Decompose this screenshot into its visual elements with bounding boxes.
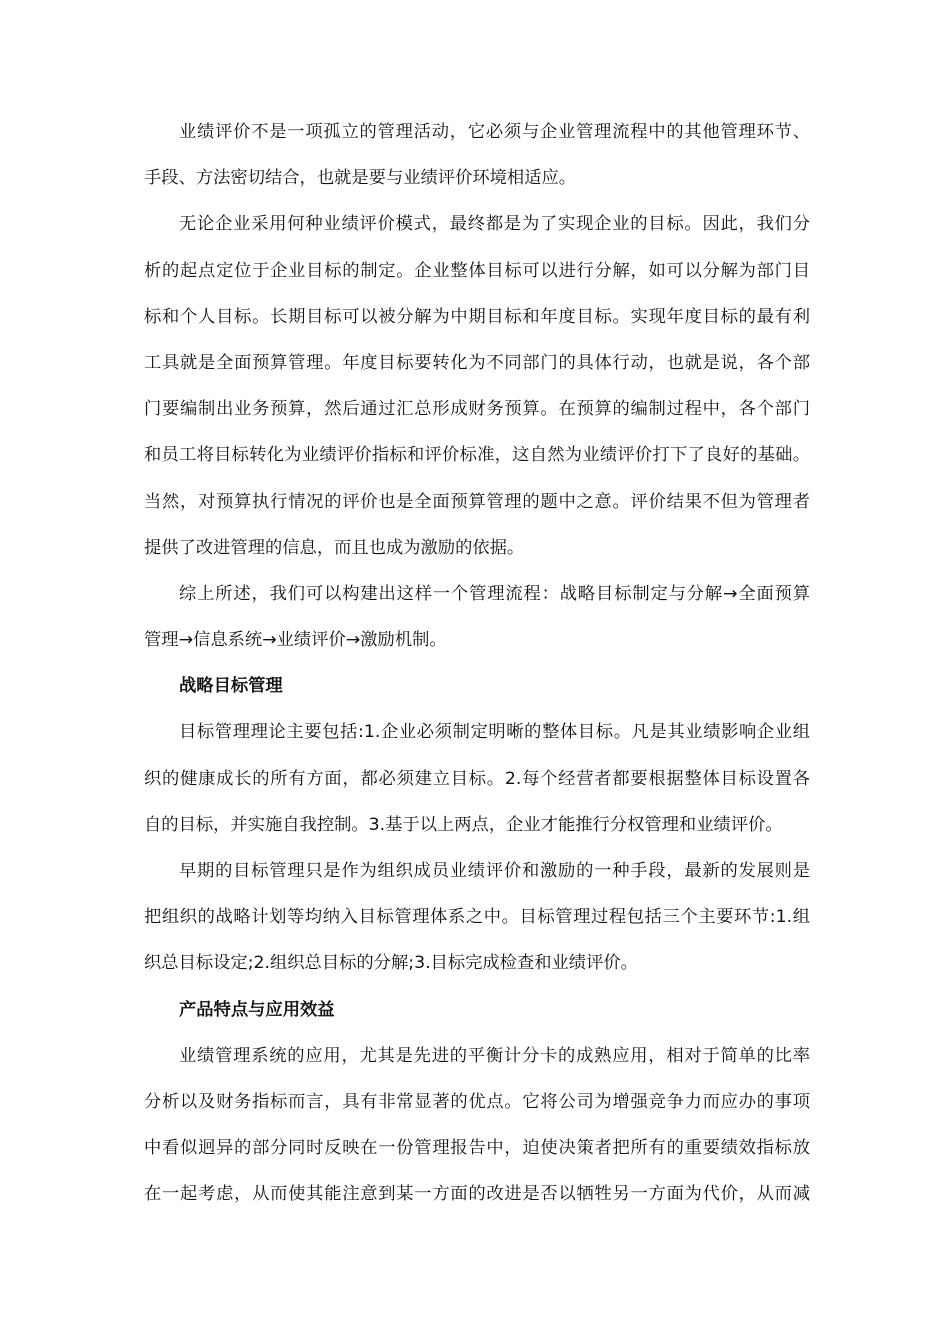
paragraph-5-line-1: 早期的目标管理只是作为组织成员业绩评价和激励的一种手段，最新的发展则是 [179,861,810,881]
paragraph-5-line-2: 把组织的战略计划等均纳入目标管理体系之中。目标管理过程包括三个主要环节:1.组 [144,907,810,928]
paragraph-2-line-7: 当然，对预算执行情况的评价也是全面预算管理的题中之意。评价结果不但为管理者 [144,491,810,512]
paragraph-3-line-2: 管理→信息系统→业绩评价→激励机制。 [144,630,447,651]
paragraph-1-line-2: 手段、方法密切结合，也就是要与业绩评价环境相适应。 [144,168,577,189]
paragraph-6-line-1: 业绩管理系统的应用，尤其是先进的平衡计分卡的成熟应用，相对于简单的比率 [179,1045,810,1066]
paragraph-4-line-3: 自的目标，并实施自我控制。3.基于以上两点，企业才能推行分权管理和业绩评价。 [144,814,783,835]
paragraph-2-line-8: 提供了改进管理的信息，而且也成为激励的依据。 [144,537,525,558]
paragraph-4-line-2: 织的健康成长的所有方面，都必须建立目标。2.每个经营者都要根据整体目标设置各 [144,768,810,789]
paragraph-2-line-2: 析的起点定位于企业目标的制定。企业整体目标可以进行分解，如可以分解为部门目 [144,260,810,281]
paragraph-6-line-3: 中看似迥异的部分同时反映在一份管理报告中，迫使决策者把所有的重要绩效指标放 [144,1138,810,1159]
paragraph-2-line-3: 标和个人目标。长期目标可以被分解为中期目标和年度目标。实现年度目标的最有利 [144,306,810,327]
paragraph-2-line-4: 工具就是全面预算管理。年度目标要转化为不同部门的具体行动，也就是说，各个部 [144,352,810,373]
paragraph-6-line-2: 分析以及财务指标而言，具有非常显著的优点。它将公司为增强竞争力而应办的事项 [144,1091,810,1112]
section-heading-strategy: 战略目标管理 [179,676,283,697]
paragraph-3-line-1: 综上所述，我们可以构建出这样一个管理流程：战略目标制定与分解→全面预算 [179,583,810,604]
section-heading-product: 产品特点与应用效益 [179,999,335,1020]
paragraph-2-line-6: 和员工将目标转化为业绩评价指标和评价标准，这自然为业绩评价打下了良好的基础。 [144,445,810,466]
paragraph-2-line-1: 无论企业采用何种业绩评价模式，最终都是为了实现企业的目标。因此，我们分 [179,214,810,235]
paragraph-2-line-5: 门要编制出业务预算，然后通过汇总形成财务预算。在预算的编制过程中，各个部门 [144,399,810,420]
paragraph-5-line-3: 织总目标设定;2.组织总目标的分解;3.目标完成检查和业绩评价。 [144,953,638,974]
document-body [144,109,810,1218]
paragraph-6-line-4: 在一起考虑，从而使其能注意到某一方面的改进是否以牺牲另一方面为代价，从而减 [144,1184,810,1205]
paragraph-1-line-1: 业绩评价不是一项孤立的管理活动，它必须与企业管理流程中的其他管理环节、 [179,122,810,142]
paragraph-4-line-1: 目标管理理论主要包括:1.企业必须制定明晰的整体目标。凡是其业绩影响企业组 [179,722,810,743]
